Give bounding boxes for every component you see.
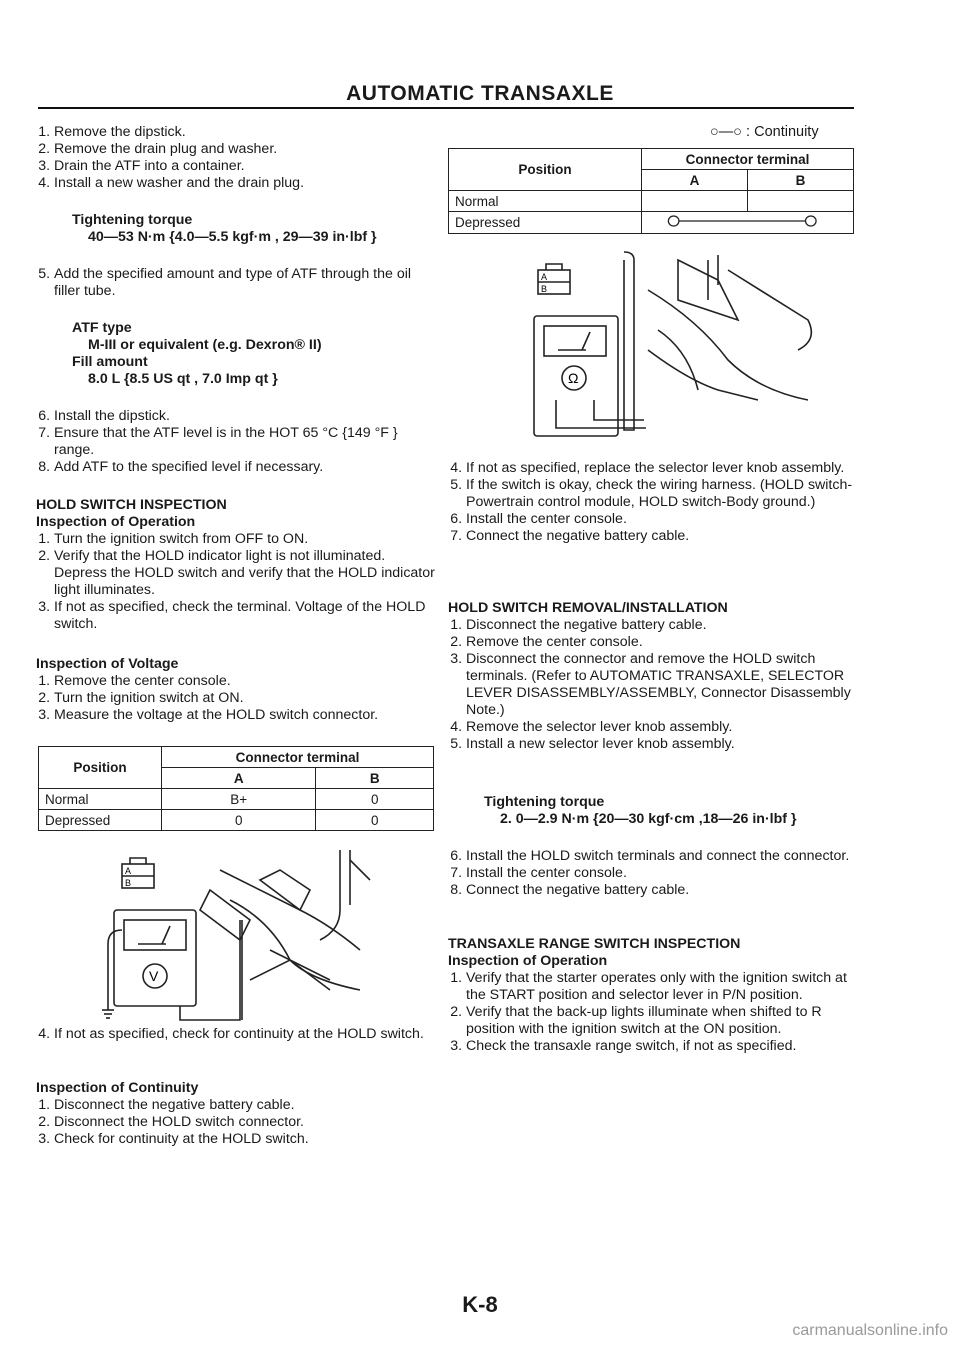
after-continuity-steps <box>448 460 860 545</box>
operation-steps <box>36 531 436 633</box>
install-step-list <box>448 848 860 899</box>
list-item: 6. Install the HOLD switch terminals and connect the connector. <box>466 848 860 865</box>
row-position: Depressed <box>449 212 642 234</box>
atf-type-value: M-III or equivalent (e.g. Dexron® II) <box>88 337 322 353</box>
row-a <box>642 191 748 212</box>
title-rule <box>38 107 854 109</box>
voltage-steps <box>36 673 436 724</box>
list-item: 2. Verify that the back-up lights illuminate when shifted to R position with the ignition switch at the ON position. <box>466 1004 860 1038</box>
list-item: 3. Measure the voltage at the HOLD switch connector. <box>54 707 436 724</box>
list-item: 1. Turn the ignition switch from OFF to ON. <box>54 531 436 548</box>
list-item: 2. Remove the drain plug and washer. <box>54 141 436 158</box>
continuity-check-step <box>36 1026 436 1043</box>
voltmeter-illustration <box>100 840 380 1025</box>
list-item: 3. If not as specified, check the terminal. Voltage of the HOLD switch. <box>54 599 436 633</box>
table-row <box>449 212 854 234</box>
operation-heading: Inspection of Operation <box>36 514 196 530</box>
list-item: 6. Install the center console. <box>466 511 860 528</box>
list-item: 3. Drain the ATF into a container. <box>54 158 436 175</box>
drain-steps <box>36 124 436 192</box>
row-b: 0 <box>316 810 434 831</box>
fill-step <box>36 266 436 300</box>
right-torque-value: 2. 0—2.9 N·m {20—30 kgf·cm ,18—26 in·lbf } <box>500 811 797 827</box>
list-item: 4. Install a new washer and the drain plug. <box>54 175 436 192</box>
list-item: 3. Disconnect the connector and remove the HOLD switch terminals. (Refer to AUTOMATIC TRANSAXLE, SELECTOR LEVER DISASSEMBLY/ASSEMBLY, Connector Disassembly Note.) <box>466 651 860 719</box>
multimeter-icon <box>114 910 196 1006</box>
list-item: 5. Install a new selector lever knob assembly. <box>466 736 860 753</box>
row-a: 0 <box>162 810 316 831</box>
ohmmeter-symbol: Ω <box>568 370 579 386</box>
fill-amount-label: Fill amount <box>72 354 148 370</box>
drain-step-list <box>36 124 436 192</box>
row-position: Normal <box>449 191 642 212</box>
continuity-heading: Inspection of Continuity <box>36 1080 199 1096</box>
list-item: 5. Add the specified amount and type of ATF through the oil filler tube. <box>54 266 436 300</box>
list-item: 1. Remove the dipstick. <box>54 124 436 141</box>
position-header: Position <box>449 149 642 191</box>
list-item: 7. Connect the negative battery cable. <box>466 528 860 545</box>
removal-heading: HOLD SWITCH REMOVAL/INSTALLATION <box>448 600 728 616</box>
col-b-header: B <box>316 768 434 789</box>
connector-header: Connector terminal <box>162 747 434 768</box>
level-steps <box>36 408 436 476</box>
right-torque-label: Tightening torque <box>484 794 605 810</box>
voltmeter-symbol: V <box>149 968 159 984</box>
row-position: Depressed <box>39 810 162 831</box>
continuity-line-icon <box>642 212 853 230</box>
atf-type-label: ATF type <box>72 320 132 336</box>
continuity-legend: ○—○ : Continuity <box>710 124 819 140</box>
col-b-header: B <box>748 170 854 191</box>
level-step-list <box>36 408 436 476</box>
list-item: 4. Remove the selector lever knob assembly. <box>466 719 860 736</box>
after-continuity-list <box>448 460 860 545</box>
install-steps <box>448 848 860 899</box>
conn-label-b: B <box>125 878 132 888</box>
fill-amount-value: 8.0 L {8.5 US qt , 7.0 Imp qt } <box>88 371 278 387</box>
list-item: 5. If the switch is okay, check the wiring harness. (HOLD switch-Powertrain control module, HOLD switch-Body ground.) <box>466 477 860 511</box>
list-item: 8. Connect the negative battery cable. <box>466 882 860 899</box>
list-item: 2. Disconnect the HOLD switch connector. <box>54 1114 436 1131</box>
conn-label-a: A <box>541 272 548 282</box>
table-row <box>39 789 434 810</box>
continuity-table <box>448 148 854 234</box>
list-item: 8. Add ATF to the specified level if necessary. <box>54 459 436 476</box>
table-row <box>39 810 434 831</box>
removal-step-list <box>448 617 860 753</box>
col-a-header: A <box>642 170 748 191</box>
list-item: 2. Verify that the HOLD indicator light is not illuminated. Depress the HOLD switch and verify that the HOLD indicator light illuminates. <box>54 548 436 599</box>
torque-value: 40—53 N·m {4.0—5.5 kgf·m , 29—39 in·lbf } <box>88 229 377 245</box>
voltage-heading: Inspection of Voltage <box>36 656 179 672</box>
list-item: 4. If not as specified, replace the selector lever knob assembly. <box>466 460 860 477</box>
list-item: 1. Verify that the starter operates only with the ignition switch at the START position and selector lever in P/N position. <box>466 970 860 1004</box>
voltage-step-list <box>36 673 436 724</box>
list-item: 2. Remove the center console. <box>466 634 860 651</box>
list-item: 6. Install the dipstick. <box>54 408 436 425</box>
list-item: 3. Check for continuity at the HOLD switch. <box>54 1131 436 1148</box>
range-switch-heading: TRANSAXLE RANGE SWITCH INSPECTION <box>448 936 741 952</box>
hold-switch-heading: HOLD SWITCH INSPECTION <box>36 497 227 513</box>
continuity-step-list <box>36 1097 436 1148</box>
watermark: carmanualsonline.info <box>792 1322 948 1339</box>
row-b: 0 <box>316 789 434 810</box>
removal-steps <box>448 617 860 753</box>
list-item: 7. Install the center console. <box>466 865 860 882</box>
page-number: K-8 <box>462 1292 498 1317</box>
continuity-check-list <box>36 1026 436 1043</box>
connector-header: Connector terminal <box>642 149 854 170</box>
ohmmeter-illustration <box>528 250 828 445</box>
list-item: 2. Turn the ignition switch at ON. <box>54 690 436 707</box>
row-b <box>748 191 854 212</box>
list-item: 1. Disconnect the negative battery cable. <box>54 1097 436 1114</box>
col-a-header: A <box>162 768 316 789</box>
range-step-list <box>448 970 860 1055</box>
list-item: 3. Check the transaxle range switch, if not as specified. <box>466 1038 860 1055</box>
fill-step-list <box>36 266 436 300</box>
list-item: 1. Disconnect the negative battery cable. <box>466 617 860 634</box>
conn-label-a: A <box>125 866 132 876</box>
page-title: AUTOMATIC TRANSAXLE <box>346 82 614 105</box>
list-item: 1. Remove the center console. <box>54 673 436 690</box>
list-item: 7. Ensure that the ATF level is in the HOT 65 °C {149 °F } range. <box>54 425 436 459</box>
table-row <box>449 191 854 212</box>
continuity-mark <box>642 212 854 234</box>
row-position: Normal <box>39 789 162 810</box>
list-item: 4. If not as specified, check for continuity at the HOLD switch. <box>54 1026 436 1043</box>
row-a: B+ <box>162 789 316 810</box>
voltage-table <box>38 746 434 831</box>
continuity-steps <box>36 1097 436 1148</box>
range-operation-heading: Inspection of Operation <box>448 953 608 969</box>
torque-label: Tightening torque <box>72 212 193 228</box>
operation-step-list <box>36 531 436 633</box>
conn-label-b: B <box>541 284 548 294</box>
position-header: Position <box>39 747 162 789</box>
range-steps <box>448 970 860 1055</box>
